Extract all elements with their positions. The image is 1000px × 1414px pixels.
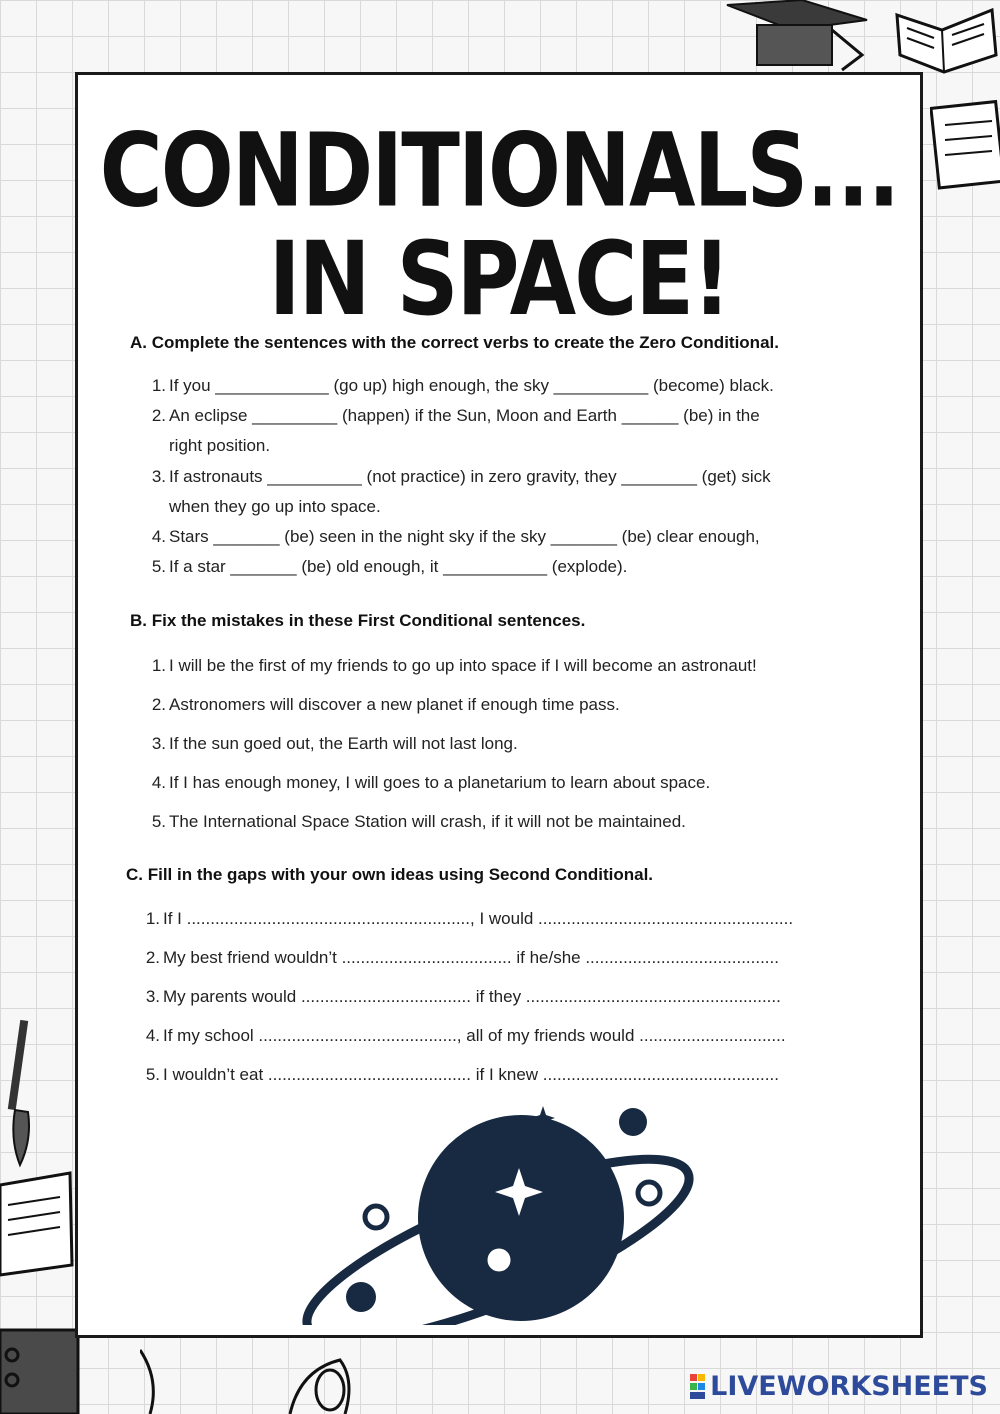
section-b-item-5: 5. The International Space Station will crash, if it will not be maintained. xyxy=(151,812,686,831)
liveworksheets-logo[interactable] xyxy=(690,1371,988,1402)
section-c-item-3: 3. My parents would .................................... if they ...................................................... xyxy=(145,987,781,1006)
section-c-item-2: 2. My best friend wouldn’t .................................... if he/she ......................................... xyxy=(145,948,779,967)
section-a-item-5: 5. If a star _______ (be) old enough, it ___________ (explode). xyxy=(151,557,628,576)
logo-text: LIVEWORKSHEETS xyxy=(710,1371,988,1402)
section-c-item-4: 4. If my school .........................................., all of my friends would ............................... xyxy=(145,1026,786,1045)
title-line-2: IN SPACE! xyxy=(268,220,730,339)
paper-stack-icon xyxy=(930,95,1000,195)
notebook-icon xyxy=(0,1325,80,1414)
worksheet-page xyxy=(75,72,923,1338)
page-title xyxy=(78,112,920,339)
paper-stack-icon xyxy=(140,1340,360,1414)
section-c-item-1: 1. If I ............................................................, I would ...................................................... xyxy=(145,909,794,928)
section-b-heading: B. Fix the mistakes in these First Conditional sentences. xyxy=(130,611,586,630)
title-line-1: CONDITIONALS... xyxy=(99,112,899,231)
section-a-heading: A. Complete the sentences with the correct verbs to create the Zero Conditional. xyxy=(130,333,779,352)
section-b-item-4: 4. If I has enough money, I will goes to a planetarium to learn about space. xyxy=(151,773,711,792)
section-a-item-1: 1. If you ____________ (go up) high enough, the sky __________ (become) black. xyxy=(151,376,774,395)
planet-icon xyxy=(293,1100,713,1325)
section-a-item-4: 4. Stars _______ (be) seen in the night sky if the sky _______ (be) clear enough, xyxy=(151,527,760,546)
notebook-icon xyxy=(0,1165,75,1285)
section-c-heading: C. Fill in the gaps with your own ideas using Second Conditional. xyxy=(126,865,654,884)
section-b-item-3: 3. If the sun goed out, the Earth will not last long. xyxy=(151,734,518,753)
paintbrush-icon xyxy=(0,1020,45,1170)
graduation-cap-icon xyxy=(722,0,872,72)
section-b-item-2: 2. Astronomers will discover a new planet if enough time pass. xyxy=(151,695,620,714)
section-a-item-2: 2. An eclipse _________ (happen) if the Sun, Moon and Earth ______ (be) in the right position. xyxy=(151,406,760,455)
open-book-icon xyxy=(892,0,1000,75)
section-c-item-5: 5. I wouldn’t eat ........................................... if I knew .................................................. xyxy=(145,1065,779,1084)
section-a-item-3: 3. If astronauts __________ (not practice) in zero gravity, they ________ (get) sick when they go up into space. xyxy=(151,467,771,516)
logo-mark-icon xyxy=(690,1374,706,1400)
section-b-item-1: 1. I will be the first of my friends to go up into space if I will become an astronaut! xyxy=(151,656,757,675)
